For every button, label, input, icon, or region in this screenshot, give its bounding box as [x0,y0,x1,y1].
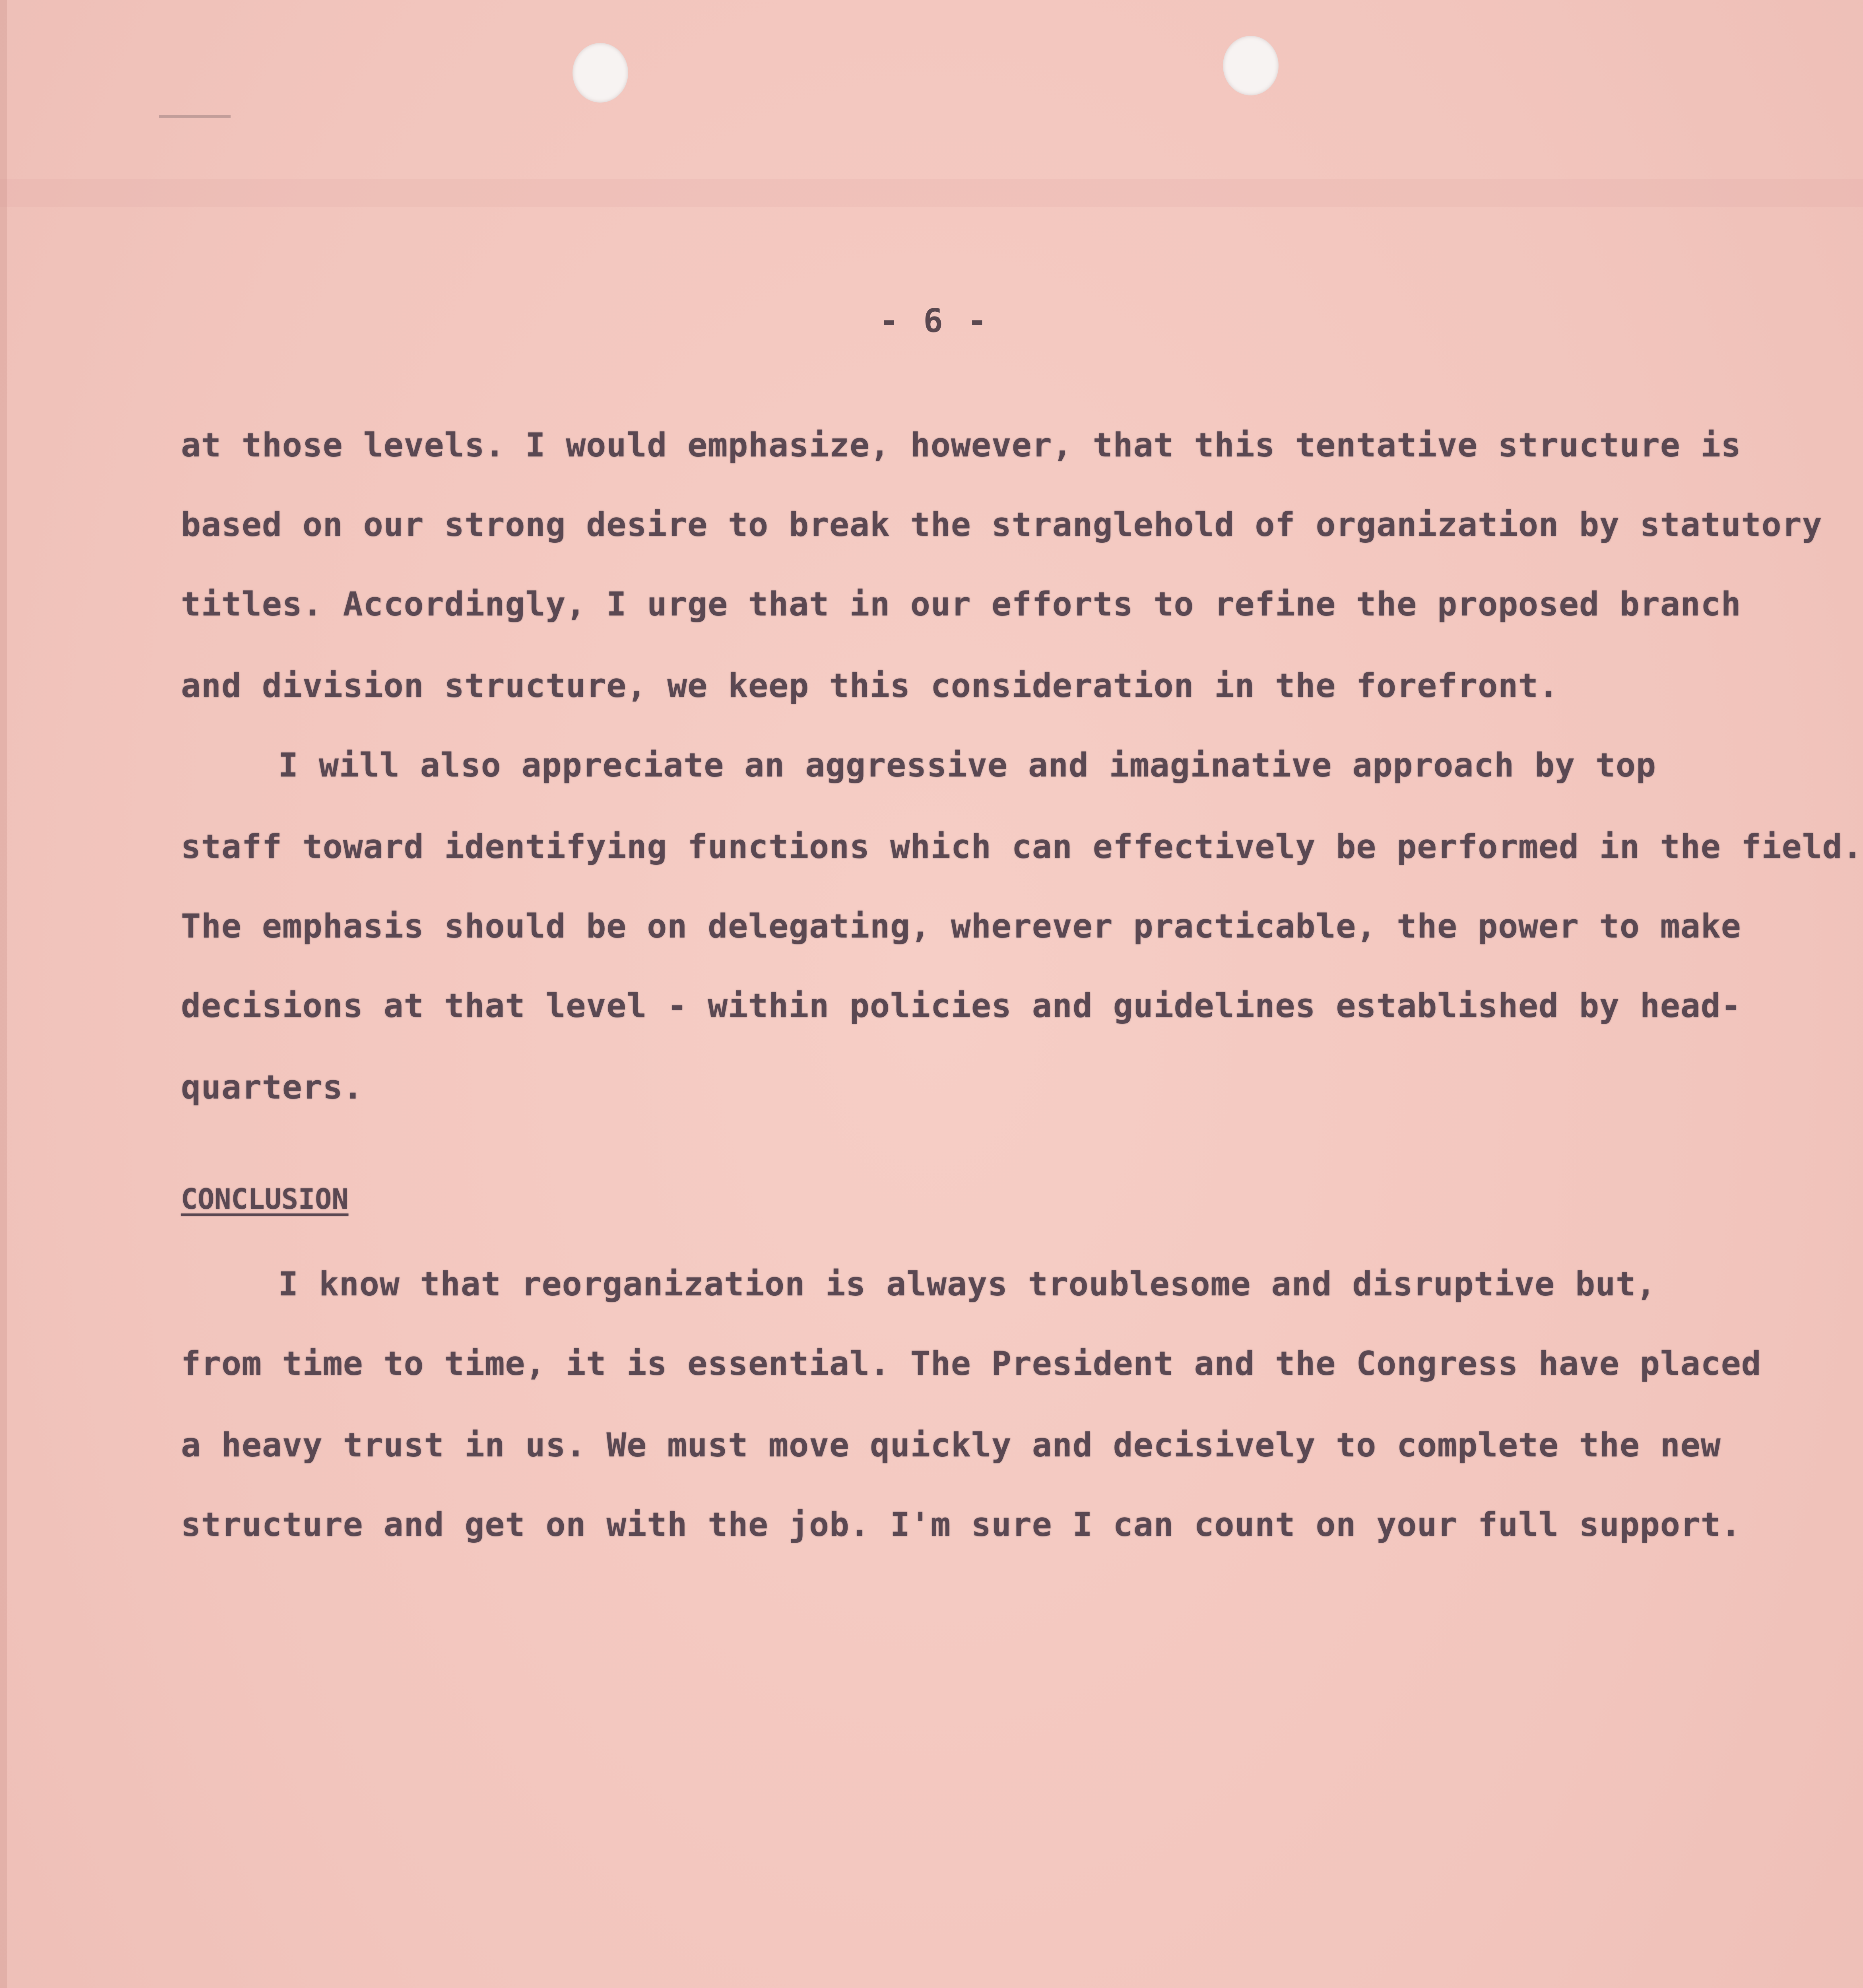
punch-hole-left [572,43,628,103]
paragraph-1-line-4: and division structure, we keep this consideration in the forefront. [181,666,1559,705]
paper-fold-band [0,179,1863,207]
conclusion-line-4: structure and get on with the job. I'm sure I can count on your full support. [181,1505,1741,1544]
page-number: - 6 - [879,302,990,340]
paragraph-2-line-3: The emphasis should be on delegating, wherever practicable, the power to make [181,907,1741,945]
conclusion-line-1: I know that reorganization is always troublesome and disruptive but, [278,1265,1656,1303]
punch-hole-right [1223,36,1279,95]
pen-mark [159,115,231,118]
conclusion-line-3: a heavy trust in us. We must move quickly and decisively to complete the new [181,1426,1721,1464]
paragraph-2-line-2: staff toward identifying functions which can effectively be performed in the field. [181,827,1863,866]
paragraph-2-line-5: quarters. [181,1068,363,1107]
paragraph-2-line-4: decisions at that level - within policies and guidelines established by head- [181,986,1741,1025]
paragraph-2-line-1: I will also appreciate an aggressive and imaginative approach by top [278,746,1656,784]
paragraph-1-line-1: at those levels. I would emphasize, however, that this tentative structure is [181,426,1741,464]
conclusion-line-2: from time to time, it is essential. The President and the Congress have placed [181,1344,1762,1383]
page-edge-shadow [0,0,7,1988]
section-heading-conclusion: CONCLUSION [181,1183,349,1215]
paragraph-1-line-3: titles. Accordingly, I urge that in our efforts to refine the proposed branch [181,585,1741,623]
paragraph-1-line-2: based on our strong desire to break the stranglehold of organization by statutory [181,505,1822,544]
